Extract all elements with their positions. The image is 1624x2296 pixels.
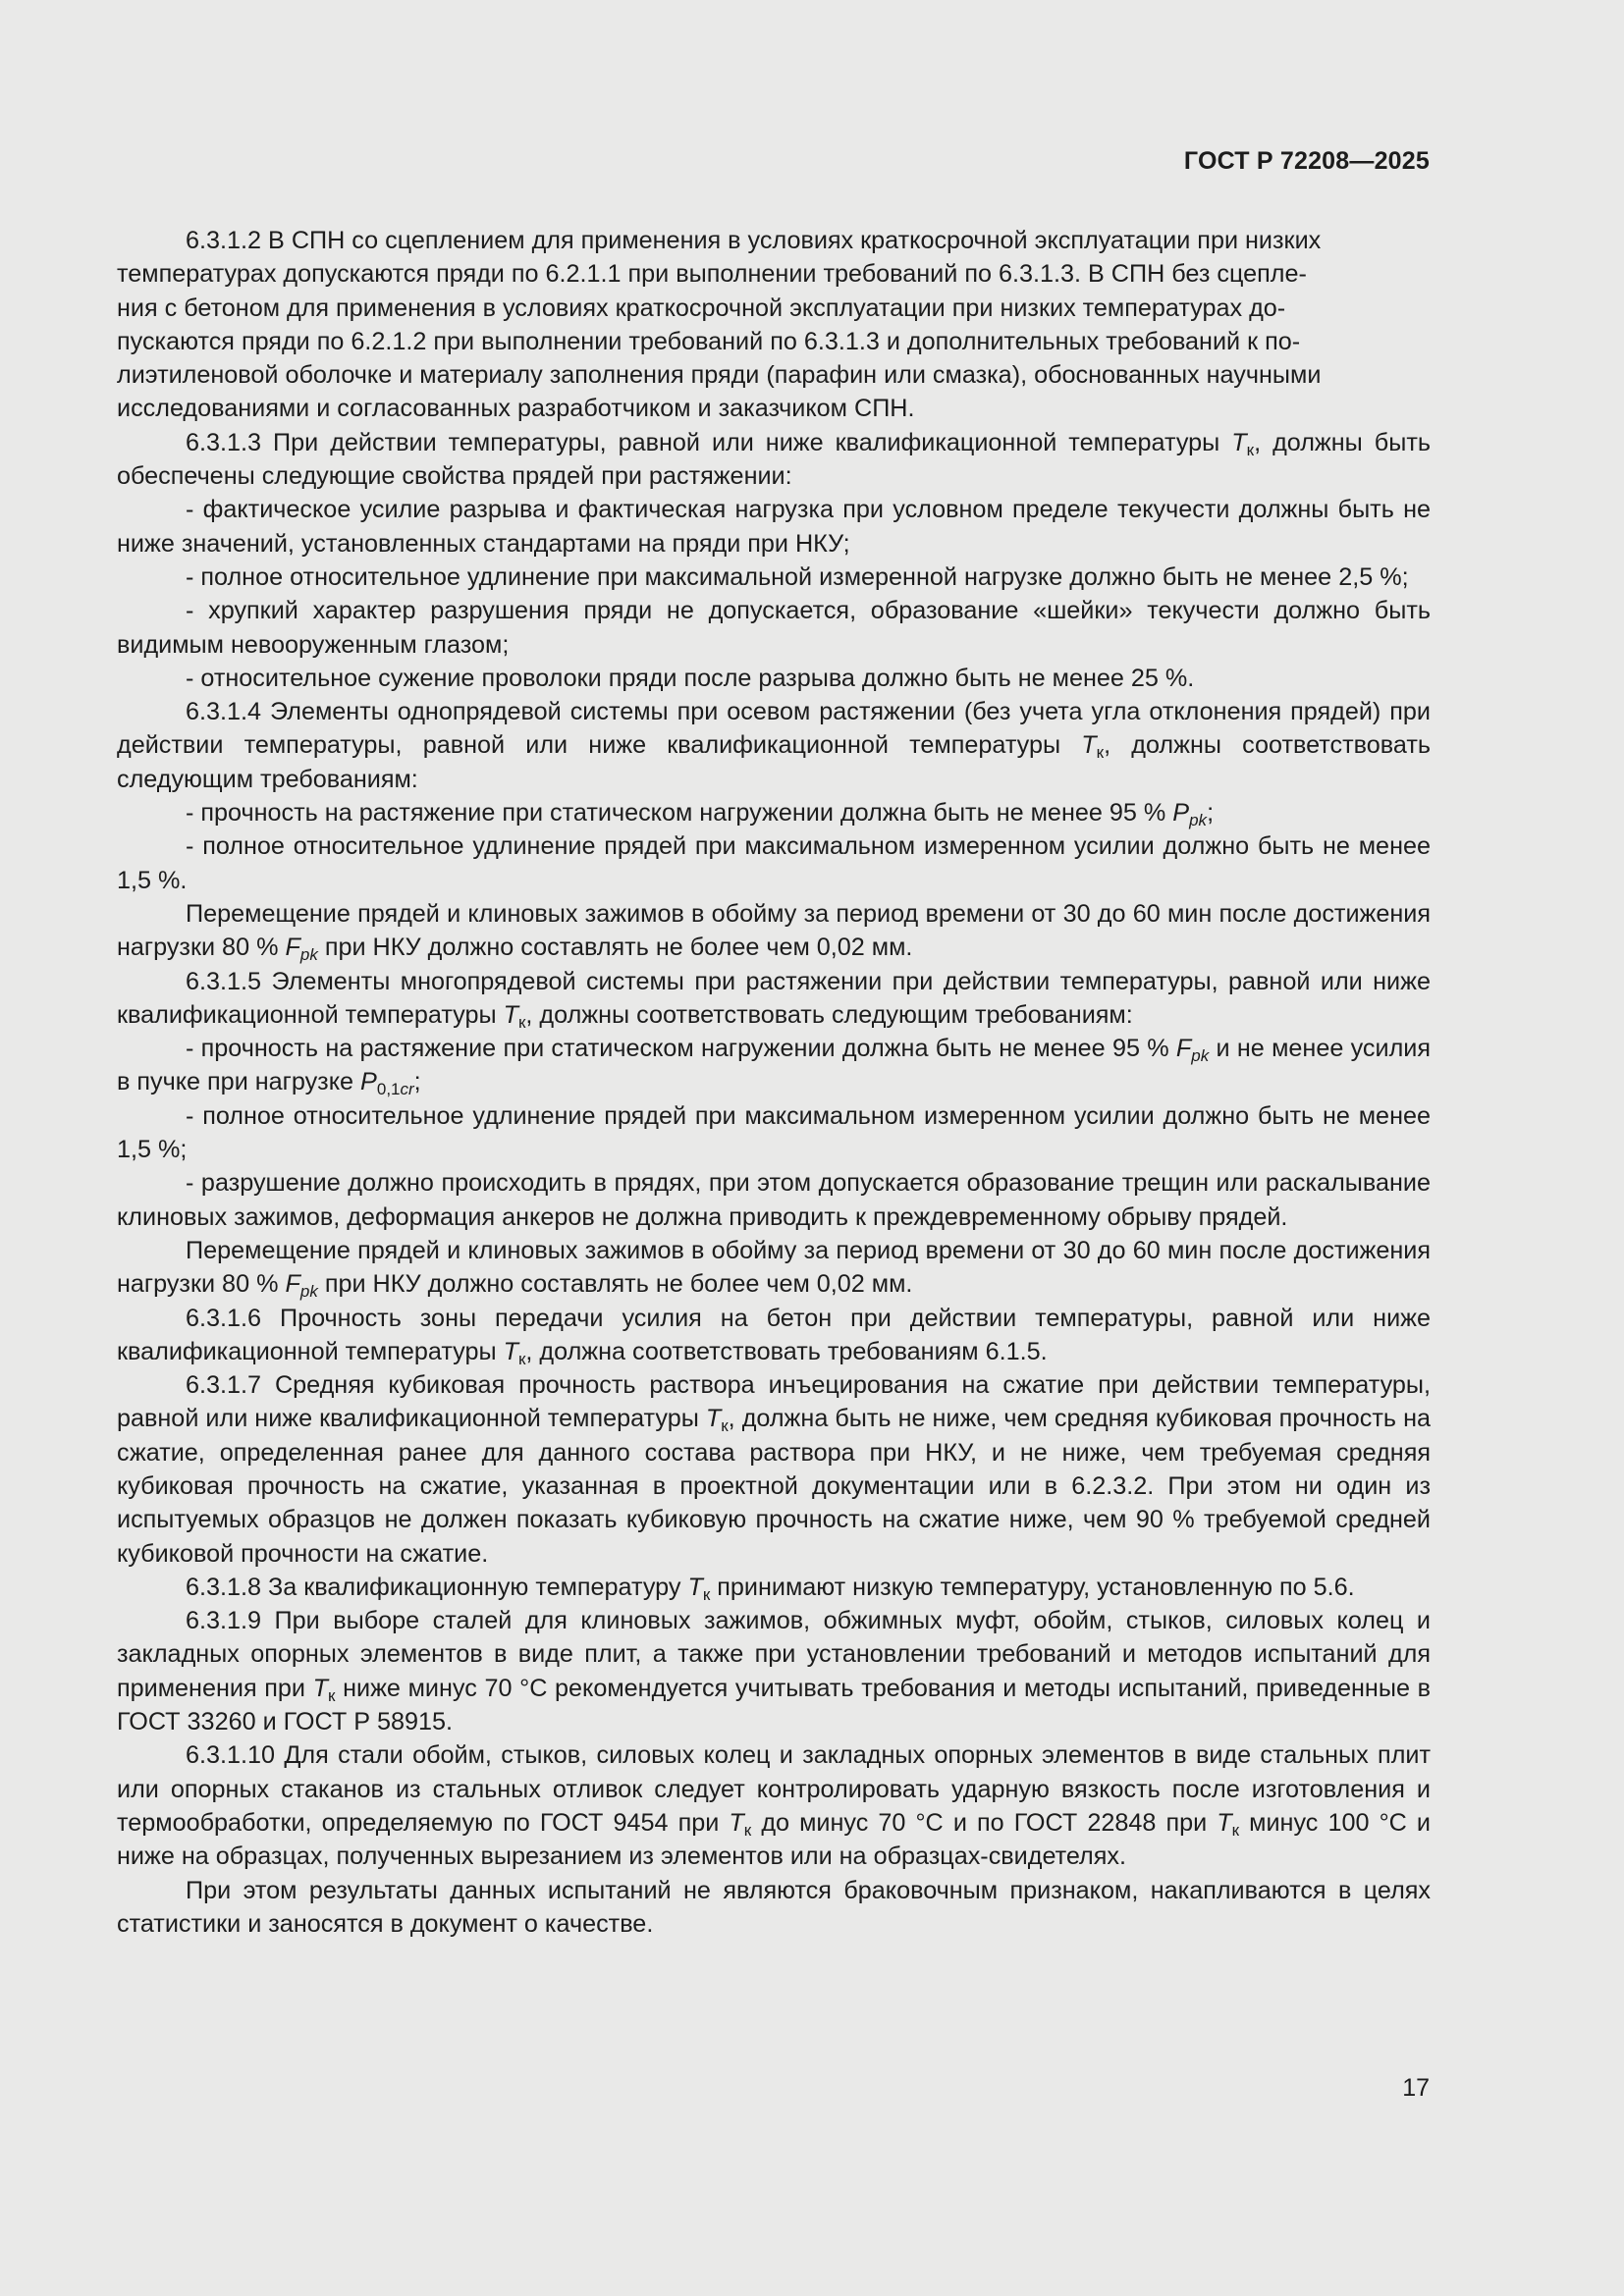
text-line: исследованиями и согласованных разработчиком и заказчиком СПН. [117, 395, 915, 423]
text-run: принимают низкую температуру, установленную по 5.6. [710, 1573, 1355, 1601]
text-run: - разрушение должно происходить в прядях, при этом допускается образование трещин или раскалывание клиновых зажимов, деформация анкеров не должна приводить к преждевременному обрыву прядей. [117, 1169, 1431, 1231]
text-run: ; [413, 1068, 421, 1096]
subscript: к [328, 1685, 336, 1705]
paragraph-p6314a [117, 796, 1431, 829]
paragraph-p6315a [117, 1032, 1431, 1099]
paragraph-p6313a [117, 493, 1431, 561]
paragraph-p6312 [117, 224, 1431, 426]
text-line: ния с бетоном для применения в условиях краткосрочной эксплуатации при низких температурах до- [117, 294, 1286, 322]
paragraph-p6319 [117, 1604, 1431, 1738]
text-run: 6.3.1.4 Элементы однопрядевой системы при осевом растяжении (без учета угла отклонения прядей) при действии температуры, равной или ниже квалификационной температуры [117, 698, 1431, 760]
subscript: к [702, 1584, 711, 1604]
text-run: - фактическое усилие разрыва и фактическая нагрузка при условном пределе текучести должны быть не ниже значений, установленных стандартами на пряди при НКУ; [117, 496, 1431, 558]
text-run: - прочность на растяжение при статическом нагружении должна быть не менее 95 % [186, 1035, 1176, 1063]
subscript: к [517, 1349, 526, 1368]
paragraph-p6313b [117, 561, 1431, 594]
text-run: , должны быть обеспечены следующие свойства прядей при растяжении: [117, 428, 1431, 491]
paragraph-p6315d [117, 1234, 1431, 1302]
math-symbol: P [1172, 799, 1190, 828]
paragraph-p6313 [117, 426, 1431, 494]
paragraph-p6314b [117, 829, 1431, 897]
text-line: пускаются пряди по 6.2.1.2 при выполнении требований по 6.3.1.3 и дополнительных требований к по- [117, 327, 1301, 355]
subscript: к [1096, 743, 1105, 763]
text-run: 6.3.1.5 Элементы многопрядевой системы при растяжении при действии температуры, равной или ниже квалификационной температуры [117, 967, 1431, 1029]
text-line: 6.3.1.2 В СПН со сцеплением для применения в условиях краткосрочной эксплуатации при низких [186, 227, 1322, 254]
paragraph-p6317 [117, 1368, 1431, 1571]
text-run: 6.3.1.10 Для стали обойм, стыков, силовых колец и закладных опорных элементов в виде стальных плит или опорных стаканов из стальных отливок следует контролировать ударную вязкость после изготовления и термообработки, определяемую по ГОСТ 9454 при [117, 1741, 1431, 1837]
text-run: , должны соответствовать следующим требованиям: [117, 731, 1431, 793]
subscript: к [1231, 1820, 1240, 1840]
text-run: - хрупкий характер разрушения пряди не допускается, образование «шейки» текучести должно быть видимым невооруженным глазом; [117, 597, 1431, 659]
text-run: - полное относительное удлинение при максимальной измеренной нагрузке должно быть не менее 2,5 %; [186, 562, 1409, 591]
text-run: - относительное сужение проволоки пряди после разрыва должно быть не менее 25 %. [186, 664, 1195, 692]
text-run: ; [1207, 799, 1215, 828]
math-symbol: T [1217, 1808, 1232, 1837]
paragraph-p63110b [117, 1874, 1431, 1942]
paragraph-p6314 [117, 695, 1431, 796]
text-run: и не менее усилия в пучке при нагрузке [117, 1035, 1431, 1096]
text-run: 6.3.1.3 При действии температуры, равной или ниже квалификационной температуры [186, 428, 1232, 456]
paragraph-p6315c [117, 1166, 1431, 1234]
subscript: pk [299, 945, 318, 965]
subscript: 0,1cr [376, 1080, 414, 1099]
text-run: до минус 70 °C и по ГОСТ 22848 при [751, 1808, 1218, 1837]
text-run: 6.3.1.9 При выборе сталей для клиновых зажимов, обжимных муфт, обойм, стыков, силовых колец и закладных опорных элементов в виде плит, а также при установлении требований и методов испытаний для применения при [117, 1607, 1431, 1702]
text-run: Перемещение прядей и клиновых зажимов в обойму за период времени от 30 до 60 мин после достижения нагрузки 80 % [117, 1236, 1431, 1299]
text-run: при НКУ должно составлять не более чем 0,02 мм. [317, 1270, 913, 1299]
text-run: минус 100 °C и ниже на образцах, полученных вырезанием из элементов или на образцах-свидетелях. [117, 1808, 1431, 1871]
text-run: При этом результаты данных испытаний не являются браковочным признаком, накапливаются в целях статистики и заносятся в документ о качестве. [117, 1876, 1431, 1938]
text-run: 6.3.1.6 Прочность зоны передачи усилия на бетон при действии температуры, равной или ниже квалификационной температуры [117, 1304, 1431, 1365]
text-run: , должны соответствовать следующим требованиям: [525, 1000, 1133, 1029]
math-symbol: T [1231, 428, 1247, 456]
text-run: - полное относительное удлинение прядей при максимальном измеренном усилии должно быть не менее 1,5 %. [117, 832, 1431, 894]
text-run: при НКУ должно составлять не более чем 0,02 мм. [317, 934, 913, 962]
text-run: , должна быть не ниже, чем средняя кубиковая прочность на сжатие, определенная ранее для данного состава раствора при НКУ, и не ниже, чем требуемая средняя кубиковая прочность на сжатие, указанная в проектной документации или в 6.2.3.2. При этом ни один из испытуемых образцов не должен показать кубиковую прочность на сжатие ниже, чем 90 % требуемой средней кубиковой прочности на сжатие. [117, 1405, 1431, 1568]
paragraph-p6315b [117, 1099, 1431, 1167]
text-run: Перемещение прядей и клиновых зажимов в обойму за период времени от 30 до 60 мин после достижения нагрузки 80 % [117, 899, 1431, 962]
text-run: - прочность на растяжение при статическом нагружении должна быть не менее 95 % [186, 799, 1173, 828]
subscript: pk [1189, 811, 1208, 830]
math-symbol: T [503, 1337, 518, 1365]
math-symbol: F [1175, 1035, 1192, 1063]
text-run: ниже минус 70 °C рекомендуется учитывать требования и методы испытаний, приведенные в ГОСТ 33260 и ГОСТ Р 58915. [117, 1674, 1431, 1736]
text-run: , должна соответствовать требованиям 6.1.5. [525, 1337, 1048, 1365]
math-symbol: T [312, 1674, 328, 1702]
subscript: к [517, 1012, 526, 1032]
paragraph-p6316 [117, 1302, 1431, 1369]
page-number: 17 [1402, 2074, 1430, 2102]
text-line: лиэтиленовой оболочке и материалу заполнения пряди (парафин или смазка), обоснованных научными [117, 361, 1322, 390]
math-symbol: P [360, 1068, 377, 1096]
document-header: ГОСТ Р 72208—2025 [1183, 147, 1430, 175]
subscript: pk [299, 1282, 318, 1302]
math-symbol: T [729, 1808, 744, 1837]
math-symbol: T [687, 1573, 703, 1601]
subscript: к [743, 1820, 752, 1840]
text-run: - полное относительное удлинение прядей при максимальном измеренном усилии должно быть не менее 1,5 %; [117, 1101, 1431, 1164]
math-symbol: T [503, 1000, 518, 1029]
math-symbol: T [1081, 731, 1097, 760]
subscript: к [1246, 440, 1255, 459]
text-run: 6.3.1.7 Средняя кубиковая прочность раствора инъецирования на сжатие при действии температуры, равной или ниже квалификационной температуры [117, 1371, 1431, 1433]
math-symbol: T [705, 1405, 722, 1433]
subscript: pk [1191, 1046, 1210, 1066]
paragraph-p6315 [117, 965, 1431, 1033]
paragraph-p63110 [117, 1738, 1431, 1873]
text-line: температурах допускаются пряди по 6.2.1.1 при выполнении требований по 6.3.1.3. В СПН без сцепле- [117, 260, 1307, 289]
paragraph-p6318 [117, 1571, 1431, 1604]
math-symbol: F [285, 1270, 300, 1299]
paragraph-p6314c [117, 897, 1431, 965]
body-text [117, 224, 1431, 1941]
paragraph-p6313d [117, 662, 1431, 695]
paragraph-p6313c [117, 594, 1431, 662]
text-run: 6.3.1.8 За квалификационную температуру [186, 1573, 688, 1601]
math-symbol: F [285, 934, 300, 962]
subscript: к [721, 1416, 729, 1436]
